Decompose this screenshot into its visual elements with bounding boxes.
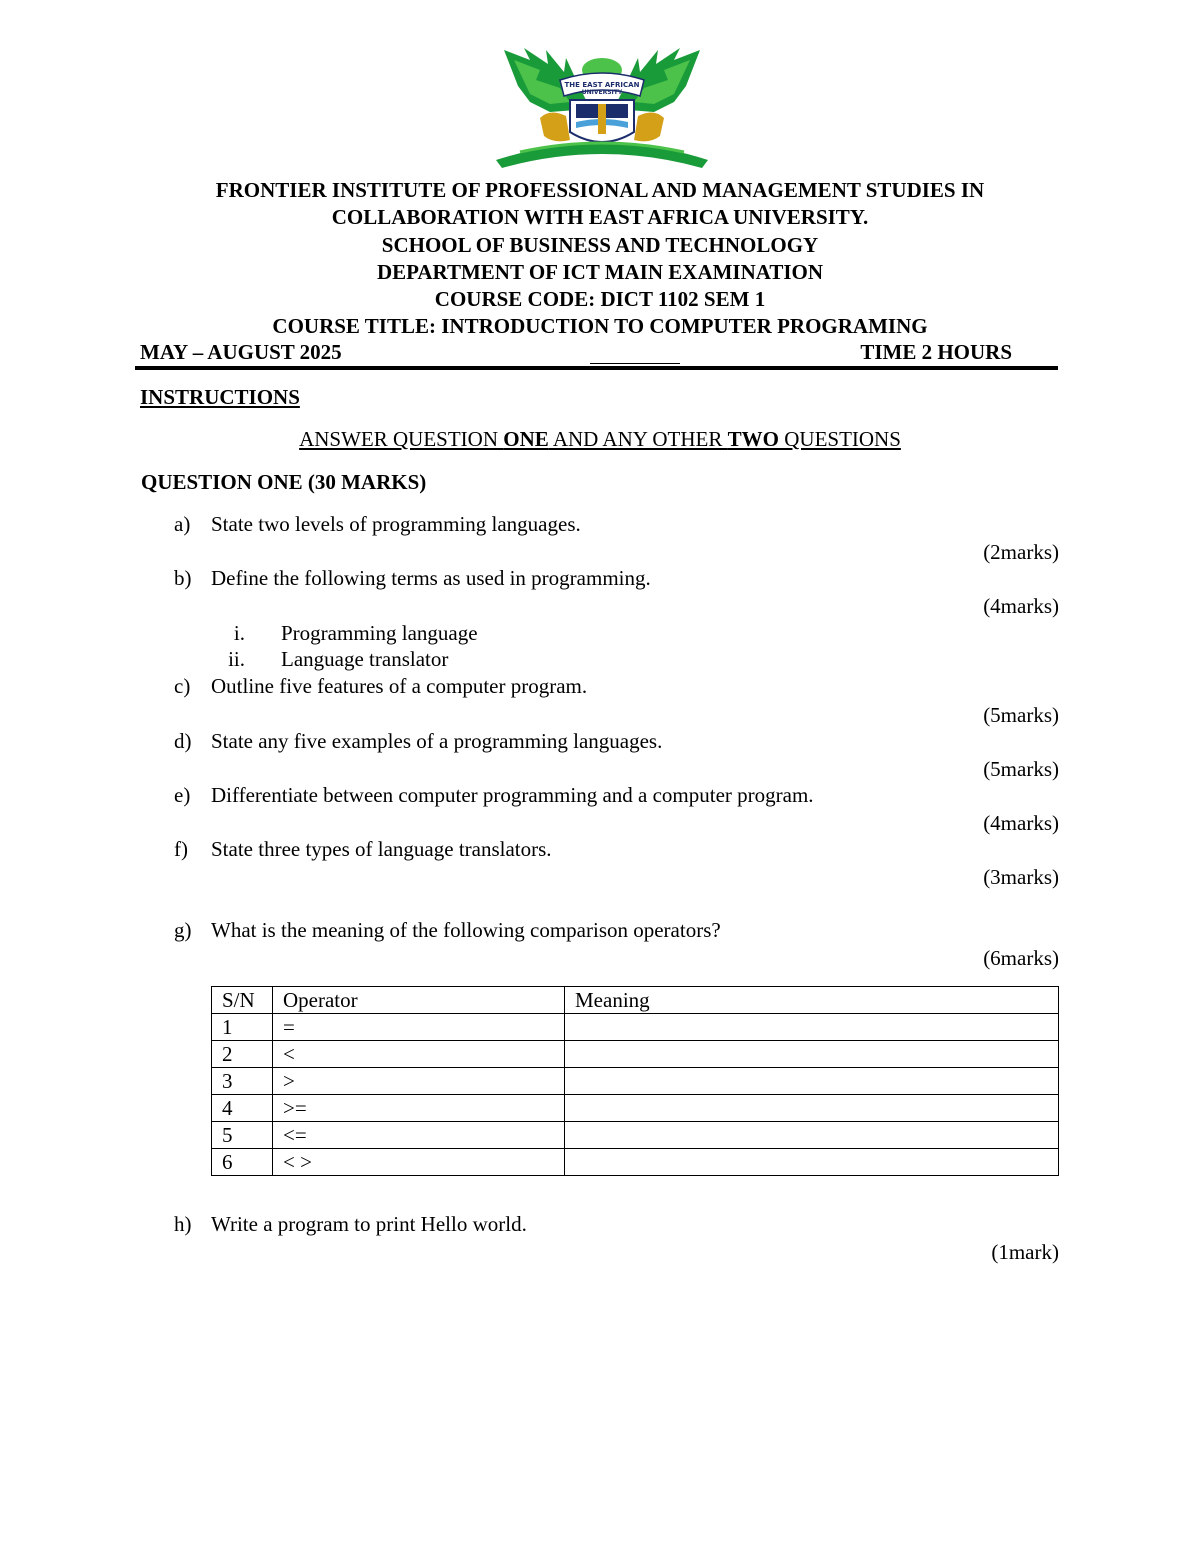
item-label: d) — [174, 729, 192, 753]
course-code: COURSE CODE: DICT 1102 SEM 1 — [434, 287, 766, 311]
svg-text:THE EAST AFRICAN: THE EAST AFRICAN — [564, 81, 640, 89]
table-row — [212, 1068, 1059, 1095]
table-cell: 2 — [212, 1041, 273, 1068]
item-text: Write a program to print Hello world. — [211, 1212, 527, 1236]
item-marks: (2marks) — [983, 540, 1059, 564]
table-cell: 6 — [212, 1149, 273, 1176]
answer-instruction-part3: QUESTIONS — [778, 427, 901, 451]
table-cell: 5 — [212, 1122, 273, 1149]
header-divider — [135, 366, 1058, 370]
item-label: f) — [174, 837, 188, 861]
table-header-cell: Operator — [273, 987, 565, 1014]
item-label: c) — [174, 674, 191, 698]
item-label: e) — [174, 783, 191, 807]
answer-instruction — [0, 427, 1200, 452]
table-cell — [565, 1122, 1059, 1149]
exam-duration: TIME 2 HOURS — [860, 340, 1012, 364]
item-label: g) — [174, 918, 192, 942]
item-marks: (4marks) — [983, 811, 1059, 835]
table-cell: = — [273, 1014, 565, 1041]
table-header-cell: S/N — [212, 987, 273, 1014]
table-cell: <= — [273, 1122, 565, 1149]
item-label: b) — [174, 566, 192, 590]
instructions-heading: INSTRUCTIONS — [140, 385, 300, 409]
table-cell: 1 — [212, 1014, 273, 1041]
university-crest-logo — [490, 40, 714, 168]
answer-instruction-part2: AND ANY OTHER — [548, 427, 728, 451]
item-label: h) — [174, 1212, 192, 1236]
question-one-heading: QUESTION ONE (30 MARKS) — [141, 470, 427, 494]
item-marks: (4marks) — [983, 594, 1059, 618]
table-row — [212, 1095, 1059, 1122]
item-marks: (3marks) — [983, 865, 1059, 889]
item-marks: (5marks) — [983, 757, 1059, 781]
table-row — [212, 1014, 1059, 1041]
item-marks: (1mark) — [991, 1240, 1059, 1264]
item-text: What is the meaning of the following comparison operators? — [211, 918, 721, 942]
item-text: State any five examples of a programming languages. — [211, 729, 663, 753]
table-cell: 4 — [212, 1095, 273, 1122]
item-marks: (5marks) — [983, 703, 1059, 727]
table-cell: < — [273, 1041, 565, 1068]
item-text: Outline five features of a computer program. — [211, 674, 588, 698]
department-name: DEPARTMENT OF ICT MAIN EXAMINATION — [376, 260, 824, 284]
table-cell: 3 — [212, 1068, 273, 1095]
subitem-text: Programming language — [281, 621, 478, 645]
answer-instruction-two: TWO — [727, 427, 779, 451]
course-title: COURSE TITLE: INTRODUCTION TO COMPUTER PROGRAMING — [272, 314, 928, 338]
table-cell — [565, 1041, 1059, 1068]
table-row — [212, 1041, 1059, 1068]
institution-name-line1: FRONTIER INSTITUTE OF PROFESSIONAL AND MANAGEMENT STUDIES IN — [215, 178, 985, 202]
table-header-cell: Meaning — [565, 987, 1059, 1014]
table-row — [212, 1149, 1059, 1176]
item-text: Differentiate between computer programming and a computer program. — [211, 783, 814, 807]
table-cell — [565, 1095, 1059, 1122]
table-cell: > — [273, 1068, 565, 1095]
item-marks: (6marks) — [983, 946, 1059, 970]
subitem-text: Language translator — [281, 647, 449, 671]
item-label: a) — [174, 512, 191, 536]
comparison-operators-table — [211, 986, 1059, 1176]
answer-instruction-one: ONE — [503, 427, 549, 451]
subitem-label: i. — [233, 621, 245, 645]
table-cell — [565, 1014, 1059, 1041]
table-cell — [565, 1149, 1059, 1176]
table-cell: >= — [273, 1095, 565, 1122]
institution-name-line2: COLLABORATION WITH EAST AFRICA UNIVERSITY. — [331, 205, 869, 229]
table-cell: < > — [273, 1149, 565, 1176]
exam-period: MAY – AUGUST 2025 — [140, 340, 342, 364]
table-header-row — [212, 987, 1059, 1014]
header-divider-thin — [590, 363, 680, 364]
subitem-label: ii. — [228, 647, 245, 671]
answer-instruction-part1: ANSWER QUESTION — [299, 427, 504, 451]
table-row — [212, 1122, 1059, 1149]
item-text: State three types of language translators. — [211, 837, 552, 861]
table-cell — [565, 1068, 1059, 1095]
svg-text:UNIVERSITY: UNIVERSITY — [581, 89, 623, 96]
item-text: Define the following terms as used in programming. — [211, 566, 651, 590]
school-name: SCHOOL OF BUSINESS AND TECHNOLOGY — [381, 233, 819, 257]
item-text: State two levels of programming languages. — [211, 512, 581, 536]
